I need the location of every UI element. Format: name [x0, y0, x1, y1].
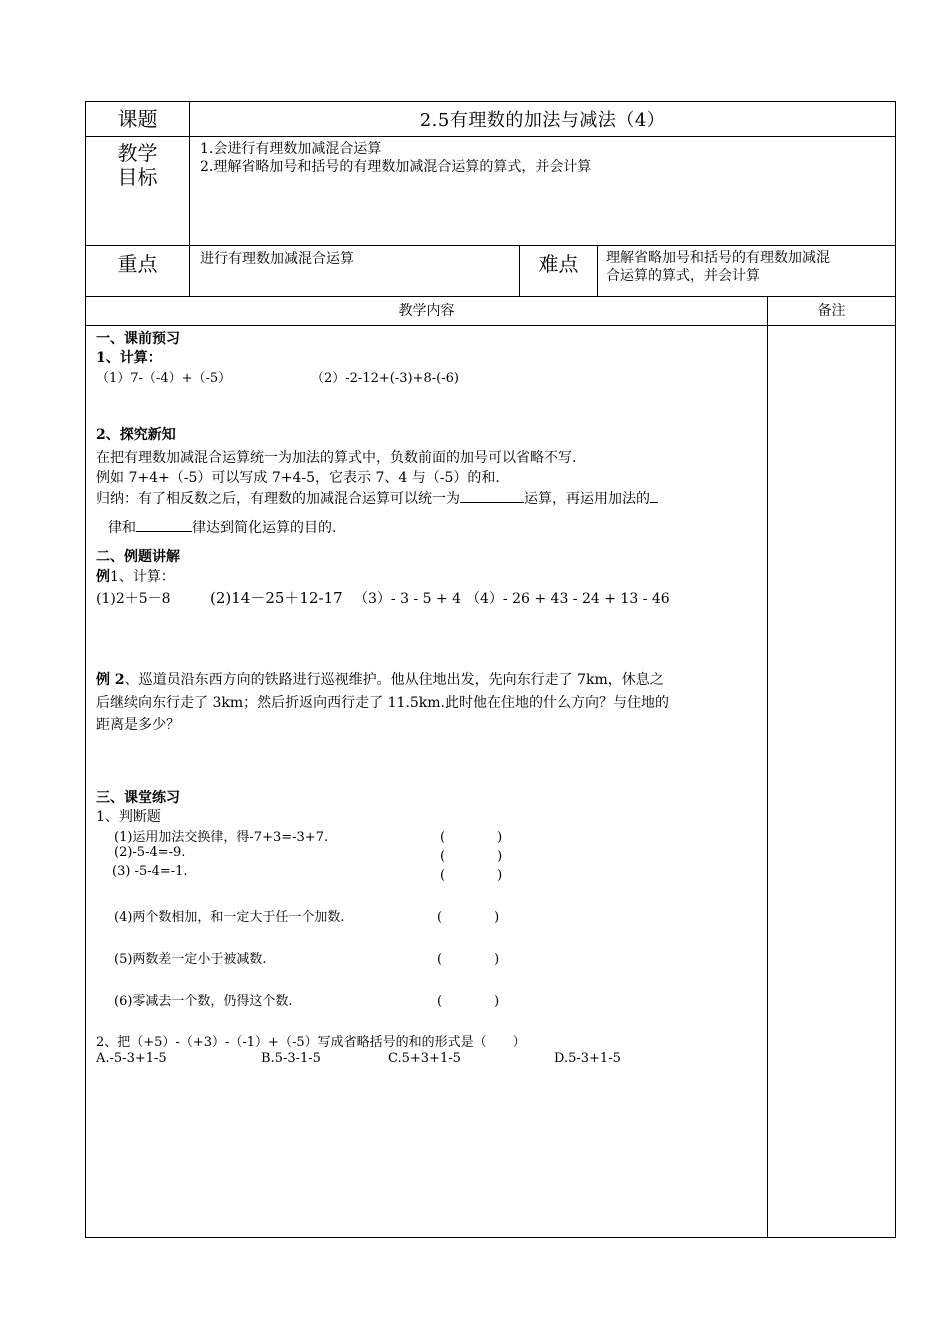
- section3-heading: 三、课堂练习: [96, 790, 180, 806]
- section1-sub1: 1、计算：: [96, 350, 162, 366]
- fill-blank-1[interactable]: [460, 488, 524, 503]
- question-2: 2、把（+5）-（+3）-（-1）+（-5）写成省略括号的和的形式是（ ）: [96, 1035, 526, 1050]
- objectives-label: [86, 137, 190, 246]
- section1-sub2: 2、探究新知: [96, 427, 176, 443]
- option-b[interactable]: B.5-3-1-5: [261, 1051, 321, 1066]
- para3-text-a: 归纳：有了相反数之后，有理数的加减混合运算可以统一为: [96, 491, 460, 507]
- example1-item-1: (1)2＋5－8: [96, 591, 171, 607]
- content-header-row: [86, 297, 896, 326]
- option-d[interactable]: D.5-3+1-5: [554, 1051, 621, 1066]
- judge-item-1: (1)运用加法交换律，得-7+3=-3+7.: [114, 830, 329, 845]
- key-point-label: 重点: [86, 246, 190, 297]
- option-c[interactable]: C.5+3+1-5: [388, 1051, 461, 1066]
- objectives-row: [86, 137, 896, 246]
- key-difficulty-row: [86, 246, 896, 297]
- topic-label: 课题: [86, 102, 190, 137]
- explore-para-2: 例如 7+4+（-5）可以写成 7+4-5，它表示 7、4 与（-5）的和.: [96, 470, 500, 486]
- difficulty-text: [598, 246, 896, 297]
- para4-text-a: 律和: [108, 520, 136, 536]
- objectives-content: [190, 137, 896, 246]
- fill-blank-3[interactable]: [136, 517, 192, 532]
- content-header: 教学内容: [86, 297, 768, 326]
- example1-item-2: (2)14－25＋12-17: [210, 589, 343, 607]
- judge-item-6: (6)零减去一个数，仍得这个数.: [114, 994, 293, 1009]
- fill-blank-2[interactable]: [650, 488, 658, 503]
- objective-item: 2.理解省略加号和括号的有理数加减混合运算的算式，并会计算: [200, 159, 592, 175]
- judge-answer-2[interactable]: ( ): [440, 849, 503, 864]
- objectives-label-line2: 目标: [117, 165, 158, 189]
- para3-text-b: 运算，再运用加法的: [524, 491, 650, 507]
- judge-item-3: (3) -5-4=-1.: [112, 864, 188, 879]
- judge-answer-5[interactable]: ( ): [437, 952, 500, 967]
- judge-item-2: (2)-5-4=-9.: [114, 845, 186, 860]
- section3-sub1: 1、判断题: [96, 809, 161, 825]
- example2-line-2: 后继续向东行走了 3km；然后折返向西行走了 11.5km.此时他在住地的什么方向？与住地的: [96, 695, 669, 711]
- example1-item-4: （4）- 26 + 43 - 24 + 13 - 46: [466, 591, 670, 607]
- explore-para-3: [96, 488, 658, 508]
- example2-line-1: [96, 669, 664, 689]
- section2-heading: 二、例题讲解: [96, 549, 180, 565]
- lesson-plan-table: [85, 101, 896, 1238]
- judge-item-5: (5)两数差一定小于被减数.: [114, 952, 267, 967]
- option-a[interactable]: A.-5-3+1-5: [96, 1051, 167, 1066]
- judge-answer-6[interactable]: ( ): [437, 994, 500, 1009]
- judge-item-4: (4)两个数相加，和一定大于任一个加数.: [114, 910, 345, 925]
- notes-cell: [768, 326, 896, 1238]
- example1-item-3: （3）- 3 - 5 + 4: [354, 591, 462, 607]
- content-area: [86, 326, 767, 1237]
- example1-text: 1、计算：: [110, 569, 175, 585]
- para4-text-b: 律达到简化运算的目的.: [192, 520, 337, 536]
- lesson-title: 2.5有理数的加法与减法（4）: [190, 102, 896, 137]
- content-row: [86, 326, 896, 1238]
- section1-heading: 一、课前预习: [96, 331, 180, 347]
- calc-item-1: （1）7-（-4）+（-5）: [96, 371, 232, 386]
- difficulty-line-2: 合运算的算式，并会计算: [606, 268, 760, 284]
- objective-item: 1.会进行有理数加减混合运算: [200, 141, 382, 157]
- example2-label: 例 2: [96, 672, 125, 688]
- explore-para-4: [108, 517, 336, 537]
- content-cell: [86, 326, 768, 1238]
- example1-label: 例: [96, 569, 110, 585]
- judge-answer-1[interactable]: ( ): [440, 830, 503, 845]
- example2-line-3: 距离是多少？: [96, 717, 180, 733]
- objectives-label-line1: 教学: [117, 141, 158, 165]
- calc-item-2: （2）-2-12+(-3)+8-(-6): [311, 371, 459, 386]
- example1-prompt: [96, 566, 175, 586]
- key-point-text: 进行有理数加减混合运算: [190, 246, 520, 297]
- example2-text-1: 、巡道员沿东西方向的铁路进行巡视维护。他从住地出发，先向东行走了 7km，休息之: [124, 672, 664, 688]
- judge-answer-3[interactable]: ( ): [440, 868, 503, 883]
- title-row: [86, 102, 896, 137]
- explore-para-1: 在把有理数加减混合运算统一为加法的算式中，负数前面的加号可以省略不写.: [96, 450, 577, 466]
- difficulty-line-1: 理解省略加号和括号的有理数加减混: [606, 250, 830, 266]
- notes-header: 备注: [768, 297, 896, 326]
- difficulty-label: 难点: [520, 246, 598, 297]
- judge-answer-4[interactable]: ( ): [437, 910, 500, 925]
